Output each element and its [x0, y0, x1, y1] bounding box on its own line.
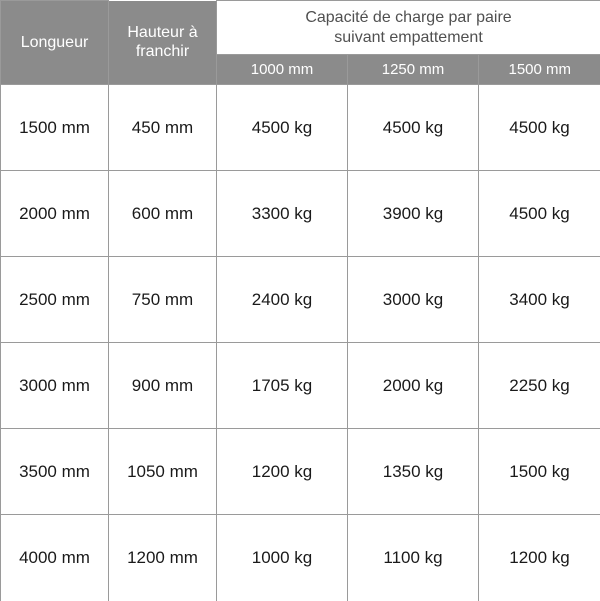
cell-capacity-1000: 4500 kg: [217, 85, 348, 171]
cell-length: 2500 mm: [1, 257, 109, 343]
cell-length: 4000 mm: [1, 515, 109, 601]
cell-capacity-1250: 1100 kg: [348, 515, 479, 601]
header-height-line2: franchir: [109, 42, 216, 61]
table-body: [1, 85, 600, 601]
cell-capacity-1500: 1500 kg: [479, 429, 600, 515]
header-height-line1: Hauteur à: [109, 23, 216, 42]
cell-height: 450 mm: [109, 85, 217, 171]
cell-capacity-1250: 2000 kg: [348, 343, 479, 429]
cell-capacity-1000: 3300 kg: [217, 171, 348, 257]
cell-capacity-1000: 2400 kg: [217, 257, 348, 343]
cell-capacity-1250: 4500 kg: [348, 85, 479, 171]
header-capacity-line2: suivant empattement: [217, 28, 600, 48]
header-wheelbase-1500: 1500 mm: [479, 55, 600, 85]
header-row-main: [1, 1, 600, 55]
table-row: [1, 343, 600, 429]
table-row: [1, 171, 600, 257]
cell-height: 750 mm: [109, 257, 217, 343]
cell-capacity-1500: 4500 kg: [479, 171, 600, 257]
header-wheelbase-1250: 1250 mm: [348, 55, 479, 85]
cell-length: 3000 mm: [1, 343, 109, 429]
header-capacity-line1: Capacité de charge par paire: [217, 8, 600, 28]
header-wheelbase-1000: 1000 mm: [217, 55, 348, 85]
table-row: [1, 85, 600, 171]
cell-length: 1500 mm: [1, 85, 109, 171]
table-header: [1, 1, 600, 85]
cell-capacity-1250: 1350 kg: [348, 429, 479, 515]
cell-length: 2000 mm: [1, 171, 109, 257]
cell-capacity-1250: 3000 kg: [348, 257, 479, 343]
cell-length: 3500 mm: [1, 429, 109, 515]
cell-capacity-1500: 1200 kg: [479, 515, 600, 601]
cell-capacity-1000: 1200 kg: [217, 429, 348, 515]
table-row: [1, 257, 600, 343]
cell-capacity-1000: 1705 kg: [217, 343, 348, 429]
header-height: [109, 1, 217, 85]
cell-height: 1200 mm: [109, 515, 217, 601]
cell-height: 600 mm: [109, 171, 217, 257]
header-capacity-group: [217, 1, 600, 55]
table-row: [1, 429, 600, 515]
cell-height: 1050 mm: [109, 429, 217, 515]
cell-capacity-1500: 3400 kg: [479, 257, 600, 343]
table-row: [1, 515, 600, 601]
cell-capacity-1500: 2250 kg: [479, 343, 600, 429]
cell-capacity-1500: 4500 kg: [479, 85, 600, 171]
cell-height: 900 mm: [109, 343, 217, 429]
cell-capacity-1000: 1000 kg: [217, 515, 348, 601]
cell-capacity-1250: 3900 kg: [348, 171, 479, 257]
header-length: Longueur: [1, 1, 109, 85]
